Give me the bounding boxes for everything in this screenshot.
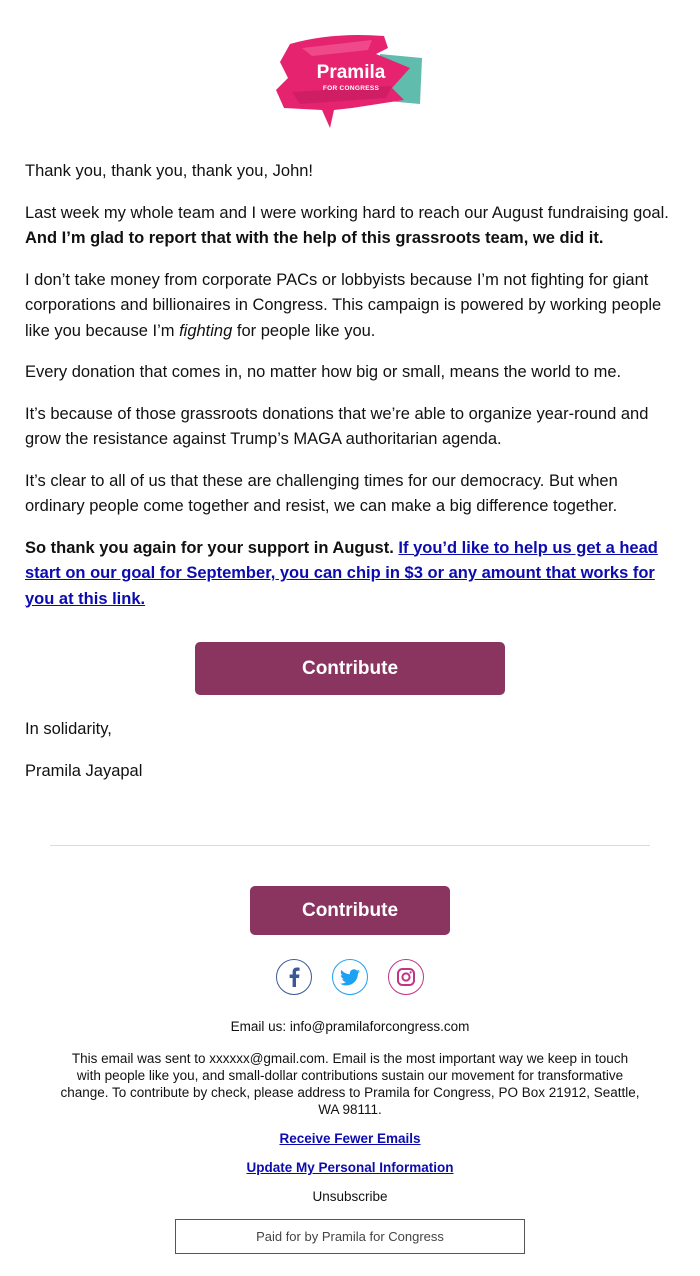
paragraph-2 <box>25 268 675 345</box>
paragraph-3: Every donation that comes in, no matter how big or small, means the world to me. <box>25 363 622 381</box>
donate-link[interactable]: If you’d like to help us get a head start on our goal for September, you can chip in $3 or any amount that works for you at this link. <box>25 538 658 608</box>
logo-name: Pramila <box>316 62 386 83</box>
paragraph-6-bold: So thank you again for your support in August. <box>25 538 399 557</box>
footer-email: Email us: info@pramilaforcongress.com <box>230 1019 470 1034</box>
paragraph-1-text: Last week my whole team and I were working hard to reach our August fundraising goal. <box>25 203 669 222</box>
paragraph-5: It’s clear to all of us that these are challenging times for our democracy. But when ordinary people come together and resist, we can make a big difference together. <box>25 471 618 515</box>
divider <box>50 845 650 846</box>
update-info-link[interactable]: Update My Personal Information <box>246 1160 454 1175</box>
greeting: Thank you, thank you, thank you, John! <box>25 162 314 180</box>
paragraph-4: It’s because of those grassroots donations that we’re able to organize year-round and grow the resistance against Trump’s MAGA authoritarian agenda. <box>25 404 649 448</box>
instagram-icon[interactable] <box>388 959 424 995</box>
paragraph-1 <box>25 201 675 252</box>
email-body <box>25 159 675 628</box>
paragraph-6 <box>25 536 675 613</box>
paragraph-2-text: I don’t take money from corporate PACs or lobbyists because I’m not fighting for giant corporations and billionaires in Congress. This campaign is powered by working people like you because I’m <box>25 270 662 340</box>
paragraph-1-bold: And I’m glad to report that with the help of this grassroots team, we did it. <box>25 229 604 247</box>
footer-notice: This email was sent to xxxxxx@gmail.com. Email is the most important way we keep in touch with people like you, and small-dollar contributions sustain our movement for transformative change. To contribute by check, please address to Pramila for Congress, PO Box 21912, Seattle, WA 98111. <box>60 1051 640 1117</box>
facebook-icon[interactable] <box>276 959 312 995</box>
closing: In solidarity, <box>25 720 112 738</box>
twitter-icon[interactable] <box>332 959 368 995</box>
logo-subtitle: FOR CONGRESS <box>322 85 380 92</box>
signature: Pramila Jayapal <box>25 762 143 780</box>
paragraph-2-text-end: for people like you. <box>232 321 376 340</box>
campaign-logo <box>272 28 428 132</box>
unsubscribe-link[interactable]: Unsubscribe <box>312 1189 388 1204</box>
contribute-button[interactable]: Contribute <box>195 642 505 695</box>
receive-fewer-emails-link[interactable]: Receive Fewer Emails <box>279 1131 421 1146</box>
paragraph-2-emphasis: fighting <box>179 321 233 340</box>
paid-for-disclaimer: Paid for by Pramila for Congress <box>175 1219 525 1254</box>
footer-contribute-button[interactable]: Contribute <box>250 886 450 935</box>
